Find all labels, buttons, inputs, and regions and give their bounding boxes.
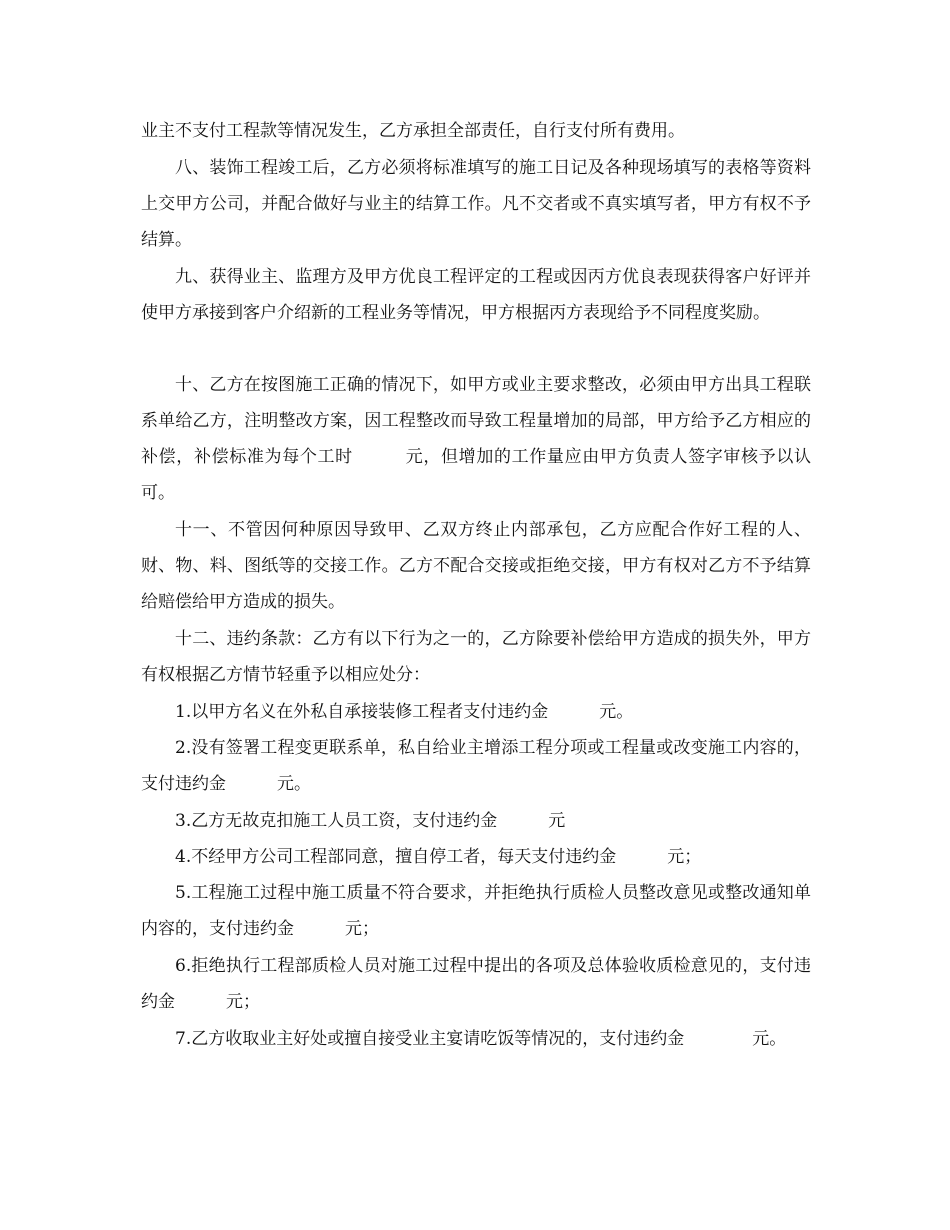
paragraph-clause-12: 十二、违约条款：乙方有以下行为之一的，乙方除要补偿给甲方造成的损失外，甲方有权根据乙方情节轻重予以相应处分： [141, 629, 811, 685]
paragraph-clause-9: 九、获得业主、监理方及甲方优良工程评定的工程或因丙方优良表现获得客户好评并使甲方承接到客户介绍新的工程业务等情况，甲方根据丙方表现给予不同程度奖励。 [141, 267, 811, 323]
list-item-penalty-7: 7.乙方收取业主好处或擅自接受业主宴请吃饭等情况的，支付违约金 元。 [175, 1029, 787, 1049]
list-item-penalty-4: 4.不经甲方公司工程部同意，擅自停工者，每天支付违约金 元； [175, 847, 702, 867]
paragraph-continuation: 业主不支付工程款等情况发生，乙方承担全部责任，自行支付所有费用。 [141, 121, 685, 141]
paragraph-clause-10: 十、乙方在按图施工正确的情况下，如甲方或业主要求整改，必须由甲方出具工程联系单给乙方，注明整改方案，因工程整改而导致工程量增加的局部，甲方给予乙方相应的补偿，补偿标准为每个工时 元，但增加的工作量应由甲方负责人签字审核予以认可。 [141, 375, 811, 503]
list-item-penalty-1: 1.以甲方名义在外私自承接装修工程者支付违约金 元。 [175, 702, 634, 722]
paragraph-clause-8: 八、装饰工程竣工后，乙方必须将标准填写的施工日记及各种现场填写的表格等资料上交甲方公司，并配合做好与业主的结算工作。凡不交者或不真实填写者，甲方有权不予结算。 [141, 158, 811, 250]
list-item-penalty-5: 5.工程施工过程中施工质量不符合要求，并拒绝执行质检人员整改意见或整改通知单内容的，支付违约金 元； [141, 883, 811, 939]
list-item-penalty-3: 3.乙方无故克扣施工人员工资，支付违约金 元 [175, 811, 566, 831]
paragraph-clause-11: 十一、不管因何种原因导致甲、乙双方终止内部承包，乙方应配合作好工程的人、财、物、料、图纸等的交接工作。乙方不配合交接或拒绝交接，甲方有权对乙方不予结算给赔偿给甲方造成的损失。 [141, 520, 811, 612]
list-item-penalty-6: 6.拒绝执行工程部质检人员对施工过程中提出的各项及总体验收质检意见的，支付违约金 元； [141, 956, 811, 1012]
list-item-penalty-2: 2.没有签署工程变更联系单，私自给业主增添工程分项或工程量或改变施工内容的，支付违约金 元。 [141, 738, 811, 794]
